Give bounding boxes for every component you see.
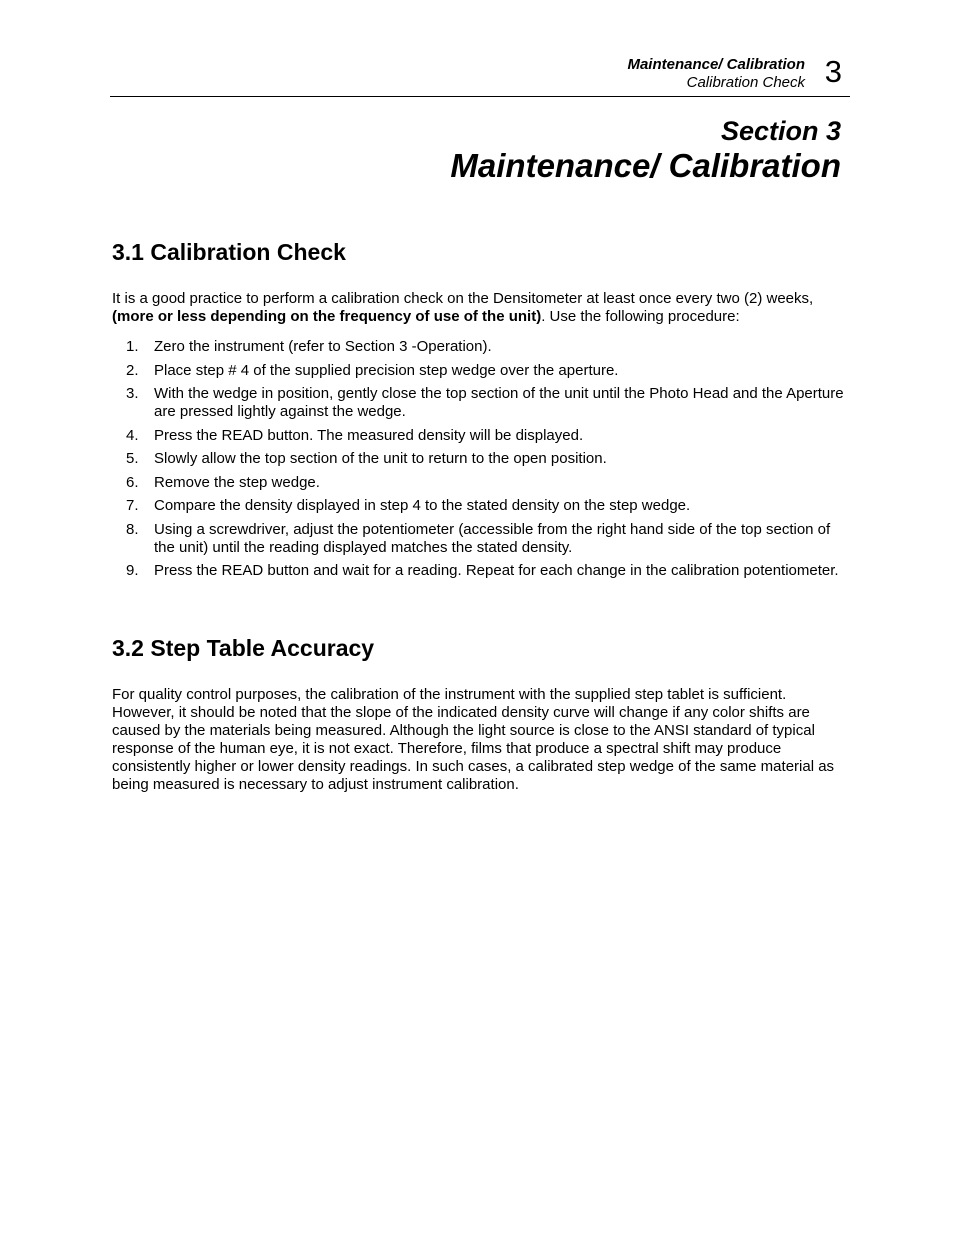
step-text: Compare the density displayed in step 4 to the stated density on the step wedge. xyxy=(154,497,691,514)
step-text: Remove the step wedge. xyxy=(154,473,320,491)
step-text: Press the READ button and wait for a reading. Repeat for each change in the calibration potentiometer. xyxy=(154,562,839,579)
intro-end-text: . Use the following procedure: xyxy=(541,308,740,325)
running-header-chapter-title: Maintenance/ Calibration xyxy=(627,56,805,73)
step-text: Zero the instrument (refer to Section 3 -Operation). xyxy=(154,338,492,355)
step-number: 2. xyxy=(126,361,139,379)
list-item xyxy=(112,362,844,380)
list-item xyxy=(112,385,844,421)
step-text: Press the READ button. The measured density will be displayed. xyxy=(154,426,584,444)
calibration-steps xyxy=(112,338,844,586)
step-text: With the wedge in position, gently close the top section of the unit until the Photo Head and the Aperture are pressed lightly against the wedge. xyxy=(154,385,844,420)
list-item xyxy=(112,474,844,492)
step-number: 5. xyxy=(126,450,139,467)
chapter-number: 3 xyxy=(824,54,842,89)
list-item xyxy=(112,338,844,356)
step-number: 9. xyxy=(126,562,139,579)
step-text: Using a screwdriver, adjust the potentiometer (accessible from the right hand side of the top section of the unit) until the reading displayed matches the stated density. xyxy=(154,520,831,556)
list-item xyxy=(112,450,844,468)
step-text: Place step # 4 of the supplied precision step wedge over the aperture. xyxy=(154,361,619,379)
step-number: 3. xyxy=(126,385,139,402)
step-number: 4. xyxy=(126,426,139,444)
section-title: Maintenance/ Calibration xyxy=(450,147,841,184)
running-header-section-title: Calibration Check xyxy=(686,74,805,91)
list-item xyxy=(112,427,844,445)
running-header-text xyxy=(627,56,805,92)
step-number: 7. xyxy=(126,497,139,514)
step-number: 8. xyxy=(126,520,139,538)
calibration-check-intro xyxy=(112,290,847,326)
running-header xyxy=(110,54,850,97)
list-item xyxy=(112,521,844,557)
calibration-check-heading: 3.1 Calibration Check xyxy=(112,239,346,265)
intro-text: It is a good practice to perform a calibration check on the Densitometer at least once every two (2) weeks, xyxy=(112,290,814,307)
step-text: Slowly allow the top section of the unit to return to the open position. xyxy=(154,450,607,467)
step-number: 1. xyxy=(126,338,139,355)
intro-bold-text: (more or less depending on the frequency of use of the unit) xyxy=(112,308,542,325)
step-table-paragraph: For quality control purposes, the calibration of the instrument with the supplied step tablet is sufficient. However, it should be noted that the slope of the indicated density curve will change if any color shifts are caused by the materials being measured. Although the light source is close to the ANSI standard of typical response of the human eye, it is not exact. Therefore, films that produce a spectral shift may produce consistently higher or lower density readings. In such cases, a calibrated step wedge of the same material as being measured is necessary to adjust instrument calibration. xyxy=(112,686,835,793)
list-item xyxy=(112,497,844,515)
list-item xyxy=(112,562,844,580)
section-label: Section 3 xyxy=(720,116,841,146)
step-table-heading: 3.2 Step Table Accuracy xyxy=(112,635,375,661)
section-heading xyxy=(450,114,841,184)
step-number: 6. xyxy=(126,473,139,491)
